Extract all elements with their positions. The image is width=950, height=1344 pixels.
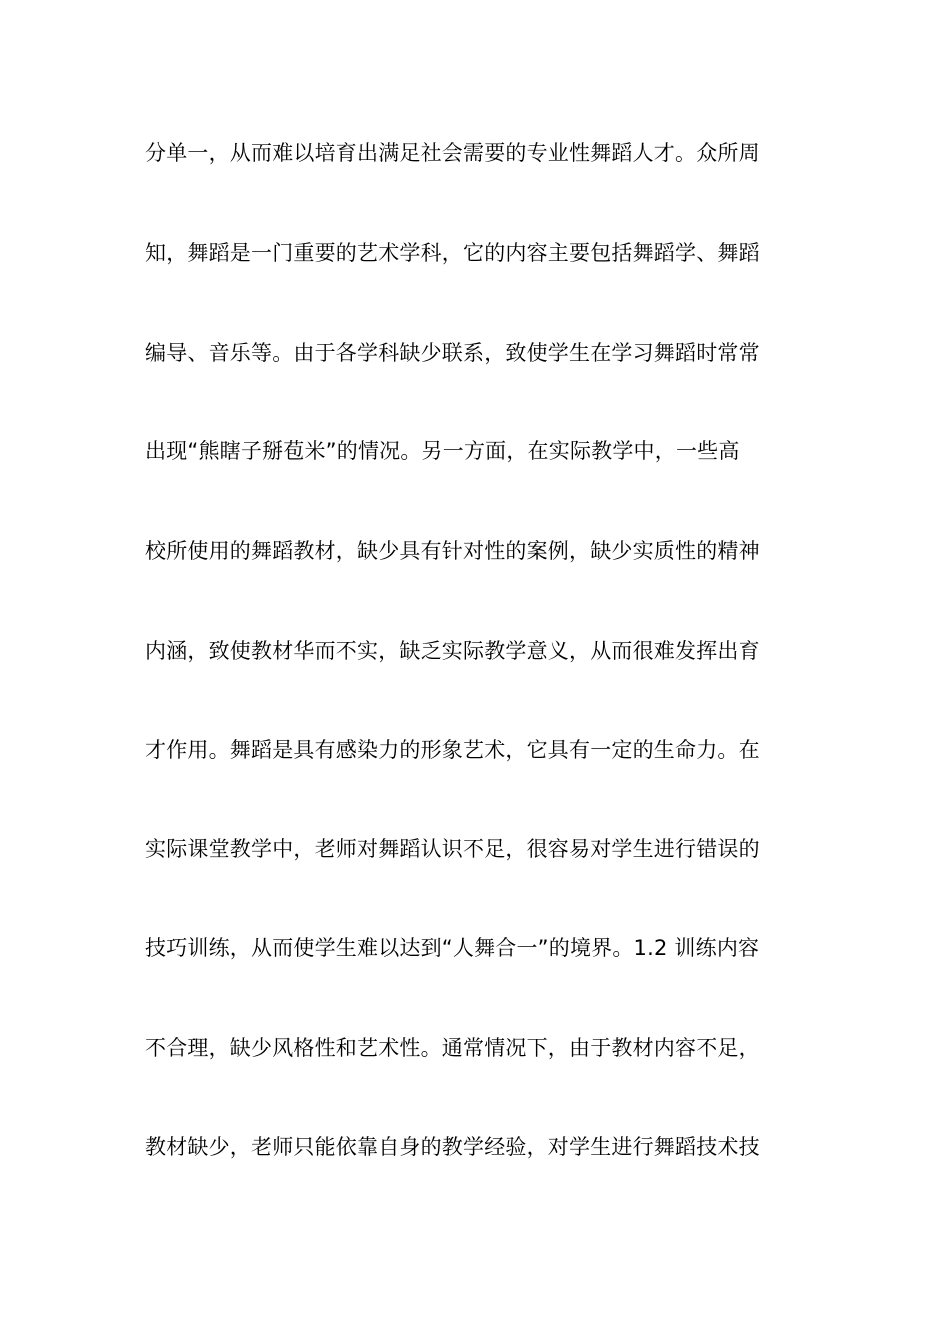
text-line: 教材缺少，老师只能依靠自身的教学经验，对学生进行舞蹈技术技 (145, 1135, 760, 1159)
text-line: 编导、音乐等。由于各学科缺少联系，致使学生在学习舞蹈时常常 (145, 341, 760, 365)
text-line: 技巧训练，从而使学生难以达到“人舞合一”的境界。1.2 训练内容 (145, 936, 760, 960)
text-line: 不合理，缺少风格性和艺术性。通常情况下，由于教材内容不足， (145, 1036, 760, 1060)
text-line: 知，舞蹈是一门重要的艺术学科，它的内容主要包括舞蹈学、舞蹈 (145, 241, 760, 265)
text-line: 内涵，致使教材华而不实，缺乏实际教学意义，从而很难发挥出育 (145, 639, 760, 663)
text-line: 校所使用的舞蹈教材，缺少具有针对性的案例，缺少实质性的精神 (145, 539, 760, 563)
text-line: 才作用。舞蹈是具有感染力的形象艺术，它具有一定的生命力。在 (145, 738, 760, 762)
text-line: 出现“熊瞎子掰苞米”的情况。另一方面，在实际教学中，一些高 (145, 439, 740, 463)
text-line: 分单一，从而难以培育出满足社会需要的专业性舞蹈人才。众所周 (145, 141, 760, 165)
text-line: 实际课堂教学中，老师对舞蹈认识不足，很容易对学生进行错误的 (145, 837, 760, 861)
